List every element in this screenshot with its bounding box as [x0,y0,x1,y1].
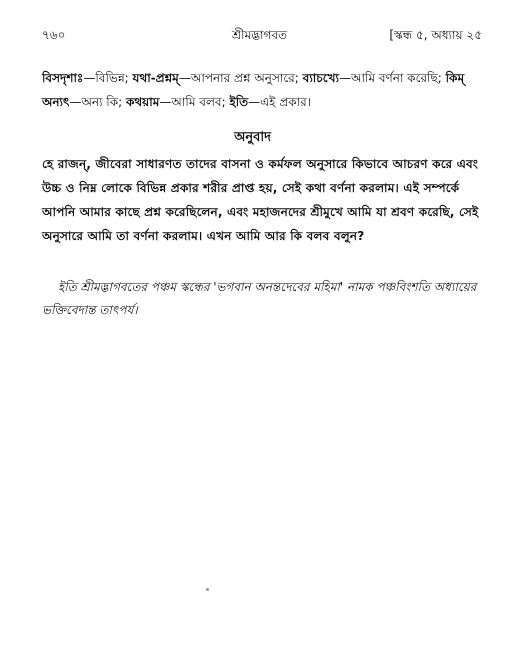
translation-heading: অনুবাদ [234,130,271,145]
synonym-word: ব্যাচখ্যে [302,71,339,85]
book-title: শ্রীমদ্ভাগবত [232,28,288,42]
synonym-item [133,71,303,85]
synonym-meaning: —আপনার প্রশ্ন অনুসারে; [178,71,303,85]
synonym-item [126,95,229,109]
page-number: ৭৬০ [42,28,66,42]
synonym-item [42,71,133,85]
translation-text: হে রাজন্, জীবেরা সাধারণত তাদের বাসনা ও কর্মফল অনুসারে কিভাবে আচরণ করে এবং উচ্চ ও নিম্ন লোকে বিভিন্ন প্রকার শরীর প্রাপ্ত হয়, সেই কথা বর্ণনা করলাম। এই সম্পর্কে আপনি আমার কাছে প্রশ্ন করেছিলেন, এবং মহাজনদের শ্রীমুখে আমি যা শ্রবণ করেছি, সেই অনুসারে আমি তা বর্ণনা করলাম। এখন আমি আর কি বলব বলুন? [42,157,479,243]
synonym-word: ইতি [229,95,249,109]
scan-speck [206,588,209,591]
synonym-word: কিম্ অন্যৎ [42,71,465,109]
word-meanings [42,66,484,114]
synonym-meaning: —বিভিন্ন; [83,71,133,85]
synonym-meaning: —এই প্রকার। [248,95,312,109]
synonym-meaning: —অন্য কি; [69,95,126,109]
page-header [42,24,482,46]
synonym-meaning: —আমি বলব; [159,95,230,109]
synonym-word: কথয়াম [126,95,160,109]
synonym-meaning: —আমি বর্ণনা করেছি; [338,71,446,85]
synonym-item [303,71,446,85]
chapter-reference: [স্কন্ধ ৫, অধ্যায় ২৫ [389,28,482,42]
synonym-word: বিসদৃশাঃ [42,71,84,85]
synonym-item [229,95,311,109]
chapter-colophon: ইতি শ্রীমদ্ভাগবতের পঞ্চম স্কন্ধের 'ভগবান অনন্তদেবের মহিমা' নামক পঞ্চবিংশতি অধ্যায়ের ভক্তিবেদান্ত তাৎপর্য। [42,280,477,317]
synonym-word: যথা-প্রশ্নম্ [132,71,179,85]
